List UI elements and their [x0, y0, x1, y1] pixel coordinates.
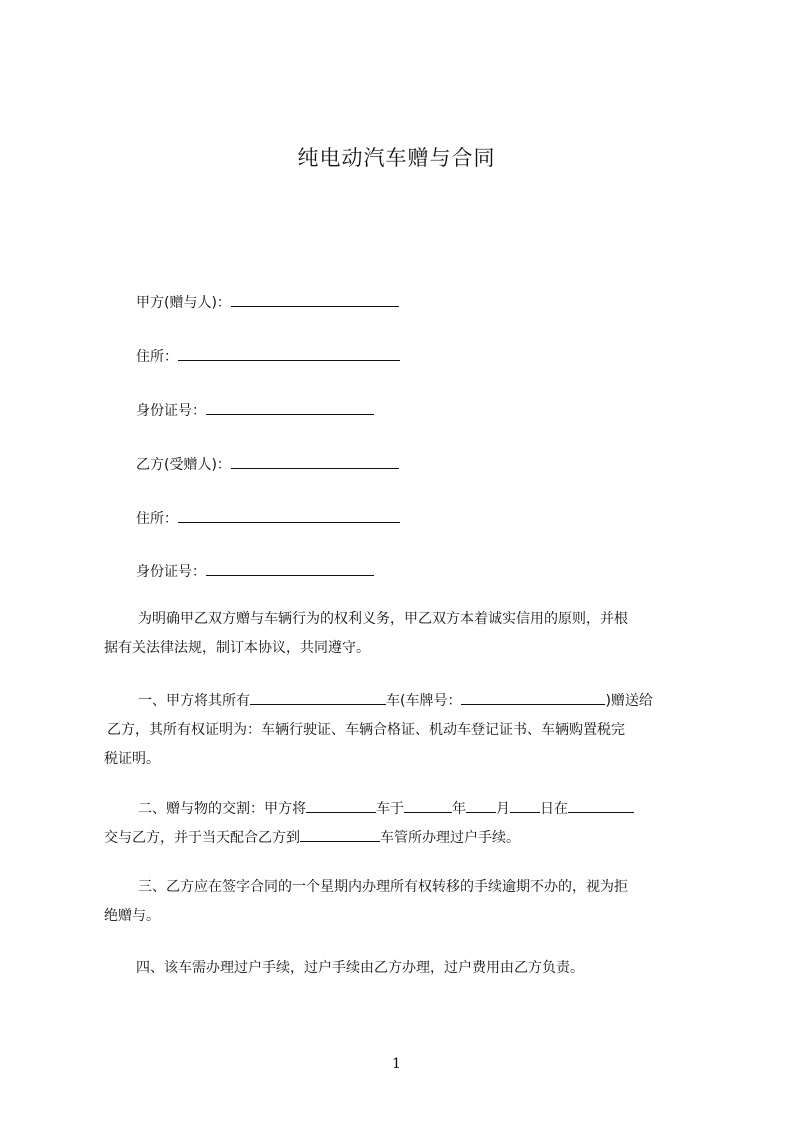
registry-office-blank	[300, 827, 380, 842]
clause-2-line-1	[104, 795, 704, 824]
party-b-id-blank	[206, 561, 374, 576]
clause-4-paragraph	[104, 954, 704, 983]
document-title: 纯电动汽车赠与合同	[297, 146, 496, 170]
vehicle-model-blank	[250, 690, 386, 705]
clause-1-text-b: 车(车牌号：	[386, 693, 462, 709]
clause-2-text-a: 二、赠与物的交割：甲方将	[138, 801, 306, 817]
clause-3-paragraph	[104, 873, 704, 931]
month-blank	[466, 798, 496, 813]
year-blank	[404, 798, 452, 813]
party-a-blank	[231, 292, 399, 307]
clause-1-line-3: 税证明。	[104, 751, 160, 767]
party-b-address-field	[136, 508, 400, 528]
party-a-label: 甲方(赠与人)：	[136, 295, 231, 311]
party-a-id-blank	[206, 400, 374, 415]
clause-2-text-b: 车于	[376, 801, 404, 817]
party-b-field	[136, 454, 399, 474]
clause-2-line-2	[104, 824, 704, 853]
party-b-label: 乙方(受赠人)：	[136, 457, 231, 473]
day-blank	[510, 798, 540, 813]
party-b-id-label: 身份证号：	[136, 564, 206, 580]
party-b-address-blank	[178, 508, 400, 523]
party-a-id-field	[136, 400, 374, 420]
location-blank	[568, 798, 634, 813]
party-a-address-blank	[178, 346, 400, 361]
page-number: 1	[392, 1056, 401, 1072]
preamble-line-1: 为明确甲乙双方赠与车辆行为的权利义务，甲乙双方本着诚实信用的原则，并根	[138, 611, 628, 627]
clause-4-line-1: 四、该车需办理过户手续，过户手续由乙方办理，过户费用由乙方负责。	[136, 960, 584, 976]
party-b-address-label: 住所：	[136, 511, 178, 527]
clause-1-paragraph	[104, 687, 704, 774]
clause-1-line-2: 乙方，其所有权证明为：车辆行驶证、车辆合格证、机动车登记证书、车辆购置税完	[107, 722, 625, 738]
clause-2-text-f: 交与乙方，并于当天配合乙方到	[104, 830, 300, 846]
clause-2-text-d: 月	[496, 801, 510, 817]
clause-2-paragraph	[104, 795, 704, 853]
clause-1-line-1	[104, 687, 704, 716]
preamble-line-2: 据有关法律法规，制订本协议，共同遵守。	[104, 640, 370, 656]
party-a-address-label: 住所：	[136, 349, 178, 365]
clause-1-text-c: )赠送给	[605, 693, 653, 709]
clause-3-line-2: 绝赠与。	[104, 908, 160, 924]
clause-2-text-c: 年	[452, 801, 466, 817]
vehicle-blank	[306, 798, 376, 813]
preamble-paragraph	[104, 605, 704, 663]
clause-3-line-1: 三、乙方应在签字合同的一个星期内办理所有权转移的手续逾期不办的，视为拒	[138, 879, 628, 895]
party-b-blank	[231, 454, 399, 469]
party-a-id-label: 身份证号：	[136, 403, 206, 419]
party-b-id-field	[136, 561, 374, 581]
party-a-address-field	[136, 346, 400, 366]
plate-number-blank	[461, 690, 605, 705]
party-a-field	[136, 292, 399, 312]
clause-1-text-a: 一、甲方将其所有	[138, 693, 250, 709]
clause-2-text-e: 日在	[540, 801, 568, 817]
clause-2-text-g: 车管所办理过户手续。	[380, 830, 520, 846]
